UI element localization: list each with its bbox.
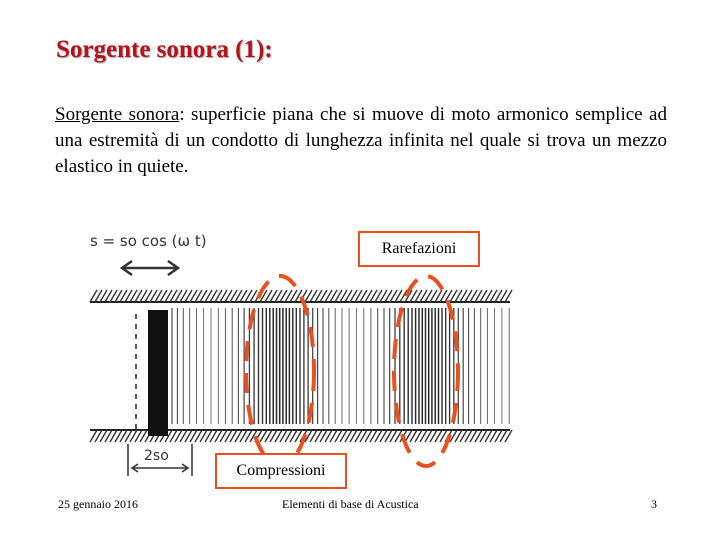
compressions-callout: Compressioni	[215, 453, 347, 489]
amplitude-label: 2so	[144, 448, 169, 464]
definition-text: : superficie piana che si muove di moto armonico semplice ad una estremità di un condotto di lunghezza infinita nel quale si trova un mezzo elastico in quiete.	[55, 104, 667, 177]
double-arrow-icon	[122, 261, 178, 275]
page-number: 3	[651, 497, 657, 511]
underlined-term: Sorgente sonora	[55, 104, 180, 125]
footer-date: 25 gennaio 2016	[58, 497, 138, 511]
footer-title: Elementi di base di Acustica	[282, 497, 419, 511]
wave-equation: s = so cos (ω t)	[90, 232, 207, 250]
slide-body-text	[55, 102, 667, 180]
piston	[148, 310, 168, 436]
slide-title: Sorgente sonora (1):	[56, 36, 273, 63]
rarefactions-callout: Rarefazioni	[358, 231, 480, 267]
